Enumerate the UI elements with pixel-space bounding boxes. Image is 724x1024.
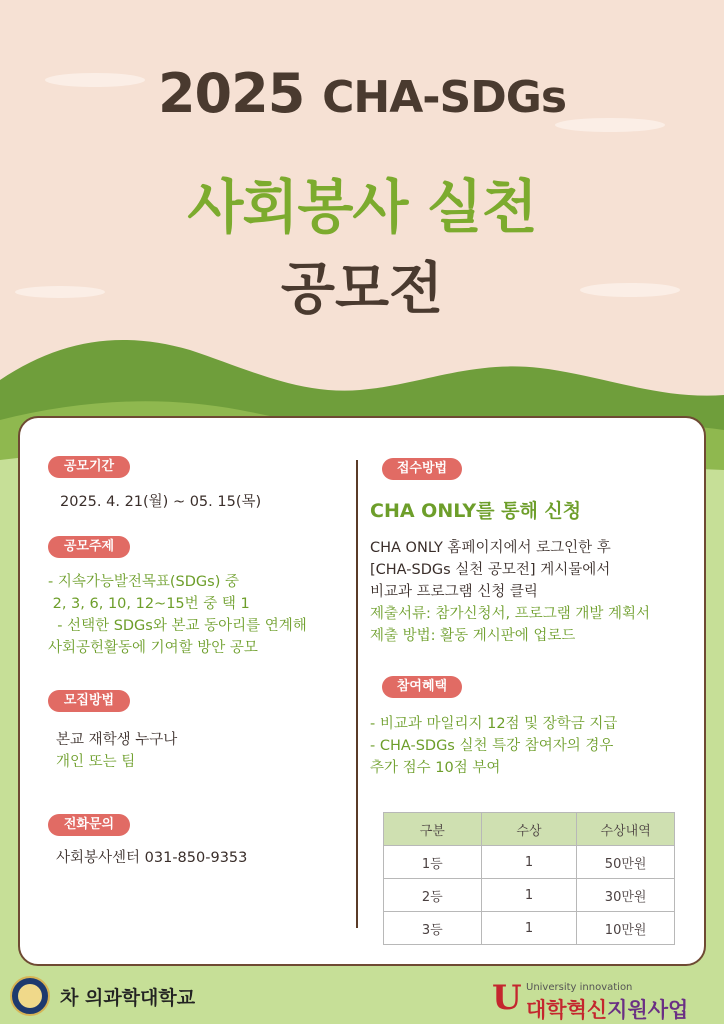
university-footer — [10, 976, 195, 1016]
contact-label: 전화문의 — [48, 814, 130, 836]
program-u-icon: U — [492, 978, 522, 1018]
table-cell: 1 — [481, 846, 577, 879]
table-cell: 3등 — [384, 912, 482, 945]
submit-label: 접수방법 — [382, 458, 462, 480]
benefit-line-2: - CHA-SDGs 실천 특강 참여자의 경우 — [370, 738, 614, 754]
award-table-header — [384, 813, 675, 846]
benefit-line-3: 추가 점수 10점 부여 — [370, 760, 501, 776]
column-divider — [356, 460, 358, 928]
program-name: 대학혁신지원사업 — [526, 998, 689, 1022]
title-contest: 공모전 — [280, 257, 444, 322]
submit-line-2: [CHA-SDGs 실천 공모전] 게시물에서 — [370, 562, 611, 578]
recruit-label: 모집방법 — [48, 690, 130, 712]
table-cell: 30만원 — [577, 879, 675, 912]
table-cell: 50만원 — [577, 846, 675, 879]
contact-text: 사회봉사센터 031-850-9353 — [56, 850, 248, 866]
table-row — [384, 879, 675, 912]
theme-label: 공모주제 — [48, 536, 130, 558]
table-cell: 1 — [481, 912, 577, 945]
program-english-name: University innovation — [526, 982, 633, 993]
title-year-line: 2025 CHA-SDGs — [157, 62, 567, 125]
theme-line-4: 사회공헌활동에 기여할 방안 공모 — [48, 640, 258, 656]
recruit-line-2: 개인 또는 팀 — [56, 754, 136, 770]
submit-line-1: CHA ONLY 홈페이지에서 로그인한 후 — [370, 540, 611, 556]
period-text: 2025. 4. 21(월) ~ 05. 15(목) — [60, 494, 262, 510]
award-header-cell: 수상 — [481, 813, 577, 846]
award-table — [383, 812, 675, 945]
submit-green-line-1: 제출서류: 참가신청서, 프로그램 개발 계획서 — [370, 606, 651, 622]
table-row — [384, 846, 675, 879]
theme-line-1: - 지속가능발전목표(SDGs) 중 — [48, 574, 239, 590]
benefit-line-1: - 비교과 마일리지 12점 및 장학금 지급 — [370, 716, 618, 732]
theme-line-2: 2, 3, 6, 10, 12~15번 중 택 1 — [48, 596, 250, 612]
period-label: 공모기간 — [48, 456, 130, 478]
table-row — [384, 912, 675, 945]
recruit-line-1: 본교 재학생 누구나 — [56, 732, 178, 748]
table-cell: 2등 — [384, 879, 482, 912]
theme-line-3: - 선택한 SDGs와 본교 동아리를 연계해 — [48, 618, 307, 634]
submit-green-line-2: 제출 방법: 활동 게시판에 업로드 — [370, 628, 576, 644]
table-cell: 1 — [481, 879, 577, 912]
table-cell: 1등 — [384, 846, 482, 879]
table-cell: 10만원 — [577, 912, 675, 945]
university-seal-icon — [10, 976, 50, 1016]
info-card — [18, 416, 706, 966]
award-header-cell: 수상내역 — [577, 813, 675, 846]
benefit-label: 참여혜택 — [382, 676, 462, 698]
university-name: 차 의과학대학교 — [60, 986, 196, 1009]
award-header-cell: 구분 — [384, 813, 482, 846]
submit-line-3: 비교과 프로그램 신청 클릭 — [370, 584, 538, 600]
submit-headline: CHA ONLY를 통해 신청 — [370, 500, 582, 522]
title-main: 사회봉사 실천 — [187, 173, 537, 241]
